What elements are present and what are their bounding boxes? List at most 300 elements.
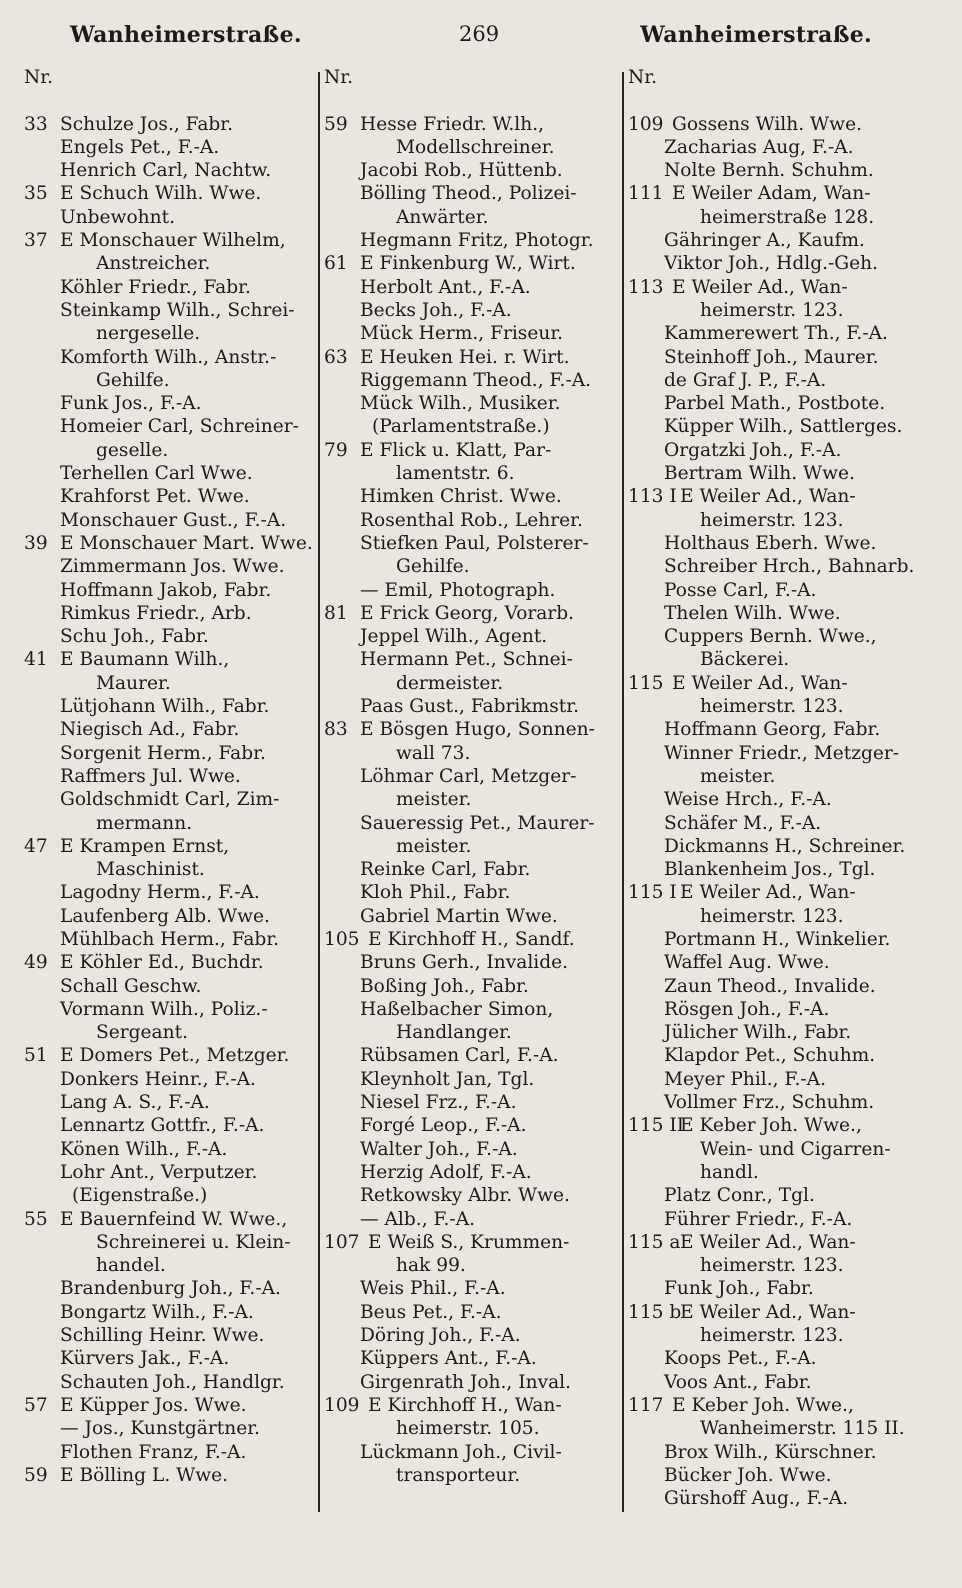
entry-text: Monschauer Gust., F.-A. (60, 509, 287, 531)
directory-line (628, 579, 928, 602)
directory-line (24, 322, 314, 345)
entry-text: Jülicher Wilh., Fabr. (664, 1022, 852, 1044)
directory-line (324, 276, 616, 299)
house-number: 63 (324, 346, 348, 368)
house-number: 47 (24, 835, 48, 857)
entry-text: transporteur. (396, 1464, 521, 1486)
directory-line (24, 182, 314, 205)
entry-text: Sorgenit Herm., Fabr. (60, 742, 266, 764)
entry-text: Winner Friedr., Metzger- (664, 742, 900, 764)
directory-line (628, 951, 928, 974)
directory-line (324, 1277, 616, 1300)
entry-text: Kleynholt Jan, Tgl. (360, 1068, 535, 1090)
entry-text: Donkers Heinr., F.-A. (60, 1068, 256, 1090)
entry-text: Bäckerei. (700, 649, 790, 671)
directory-line (24, 858, 314, 881)
directory-line (628, 1091, 928, 1114)
entry-text: E Krampen Ernst, (60, 835, 230, 857)
directory-line (24, 1138, 314, 1161)
directory-line (324, 113, 616, 136)
directory-line (628, 392, 928, 415)
house-number: 49 (24, 952, 48, 974)
directory-line (24, 1417, 314, 1440)
entry-text: nergeselle. (96, 323, 201, 345)
house-number: 51 (24, 1045, 48, 1067)
directory-line (24, 835, 314, 858)
directory-line (628, 765, 928, 788)
directory-line (324, 951, 616, 974)
entry-text: Girgenrath Joh., Inval. (360, 1371, 572, 1393)
entry-text: Schall Geschw. (60, 975, 202, 997)
directory-line (628, 905, 928, 928)
directory-line (24, 136, 314, 159)
entry-text: Flothen Franz, F.-A. (60, 1441, 247, 1463)
entry-text: Weise Hrch., F.-A. (664, 789, 832, 811)
entry-text: E Baumann Wilh., (60, 649, 230, 671)
directory-line (628, 1068, 928, 1091)
directory-line (628, 462, 928, 485)
directory-line (24, 229, 314, 252)
directory-line (24, 555, 314, 578)
directory-line (628, 695, 928, 718)
directory-line (324, 1184, 616, 1207)
entry-text: E Flick u. Klatt, Par- (360, 439, 552, 461)
column-rule-left (318, 72, 320, 1512)
directory-line (24, 1068, 314, 1091)
directory-line (324, 648, 616, 671)
house-number: 79 (324, 439, 348, 461)
entry-text: Niegisch Ad., Fabr. (60, 719, 240, 741)
directory-line (24, 718, 314, 741)
directory-line (24, 299, 314, 322)
house-number: 115 II (628, 1115, 685, 1137)
directory-line (628, 602, 928, 625)
column-1 (24, 66, 314, 1487)
directory-line (628, 1184, 928, 1207)
directory-line (324, 695, 616, 718)
entry-text: Blankenheim Jos., Tgl. (664, 859, 876, 881)
directory-line (324, 905, 616, 928)
directory-line (628, 113, 928, 136)
entry-text: Niesel Frz., F.-A. (360, 1092, 517, 1114)
directory-line (628, 1277, 928, 1300)
entry-text: Walter Joh., F.-A. (360, 1138, 518, 1160)
directory-line (24, 1347, 314, 1370)
directory-line (324, 998, 616, 1021)
directory-line (324, 579, 616, 602)
directory-line (324, 322, 616, 345)
column-2 (324, 66, 616, 1487)
entry-text: Hoffmann Jakob, Fabr. (60, 579, 272, 601)
directory-line (324, 788, 616, 811)
directory-line (24, 415, 314, 438)
directory-line (24, 742, 314, 765)
directory-line (24, 998, 314, 1021)
entry-text: E Kirchhoff H., Wan- (368, 1394, 562, 1416)
directory-line (24, 159, 314, 182)
directory-line (24, 1441, 314, 1464)
directory-line (324, 1371, 616, 1394)
directory-line (24, 1301, 314, 1324)
directory-line (324, 765, 616, 788)
directory-line (24, 113, 314, 136)
entry-text: Rimkus Friedr., Arb. (60, 602, 252, 624)
directory-line (24, 276, 314, 299)
street-section-heading (24, 1184, 314, 1207)
directory-line (24, 369, 314, 392)
entry-text: Gossens Wilh. Wwe. (672, 113, 862, 135)
entry-text: Portmann H., Winkelier. (664, 928, 891, 950)
entry-text: Voos Ant., Fabr. (664, 1371, 812, 1393)
directory-line (628, 229, 928, 252)
directory-line (24, 881, 314, 904)
entry-text: Funk Joh., Fabr. (664, 1278, 814, 1300)
entry-text: meister. (396, 789, 472, 811)
directory-line (24, 928, 314, 951)
entry-text: mermann. (96, 812, 193, 834)
entry-text: Stiefken Paul, Polsterer- (360, 532, 589, 554)
directory-line (24, 625, 314, 648)
directory-line (628, 369, 928, 392)
directory-line (628, 1324, 928, 1347)
entry-text: Gürshoff Aug., F.-A. (664, 1488, 849, 1510)
entry-text: Nr. (628, 67, 658, 88)
directory-line (24, 648, 314, 671)
entry-text: heimerstr. 123. (700, 1255, 844, 1277)
entry-text: Terhellen Carl Wwe. (60, 463, 253, 485)
entry-text: lamentstr. 6. (396, 463, 515, 485)
entry-text: Posse Carl, F.-A. (664, 579, 817, 601)
directory-line (324, 1324, 616, 1347)
entry-text: Schilling Heinr. Wwe. (60, 1325, 265, 1347)
entry-text: Brandenburg Joh., F.-A. (60, 1278, 281, 1300)
entry-text: Paas Gust., Fabrikmstr. (360, 696, 580, 718)
directory-line (324, 718, 616, 741)
entry-text: heimerstr. 123. (700, 1325, 844, 1347)
directory-line (324, 1231, 616, 1254)
directory-line (24, 392, 314, 415)
entry-text: Jacobi Rob., Hüttenb. (360, 160, 563, 182)
entry-text: E Bölling L. Wwe. (60, 1464, 229, 1486)
entry-text: Krahforst Pet. Wwe. (60, 486, 250, 508)
directory-line (24, 1231, 314, 1254)
entry-text: wall 73. (396, 742, 471, 764)
house-number: 35 (24, 183, 48, 205)
house-number: 33 (24, 113, 48, 135)
entry-text: Maurer. (96, 672, 171, 694)
entry-text: Raffmers Jul. Wwe. (60, 765, 241, 787)
running-head-left: Wanheimerstraße. (70, 22, 302, 48)
directory-line (324, 625, 616, 648)
directory-line (628, 1347, 928, 1370)
entry-text: E Keber Joh. Wwe., (672, 1394, 854, 1416)
entry-text: Cuppers Bernh. Wwe., (664, 626, 877, 648)
entry-text: Nr. (24, 67, 54, 88)
entry-text: Thelen Wilh. Wwe. (664, 602, 841, 624)
entry-text: Himken Christ. Wwe. (360, 486, 562, 508)
directory-line (628, 625, 928, 648)
directory-line (324, 1138, 616, 1161)
entry-text: Viktor Joh., Hdlg.-Geh. (664, 253, 879, 275)
entry-text: E Domers Pet., Metzger. (60, 1045, 290, 1067)
entry-text: Forgé Leop., F.-A. (360, 1115, 527, 1137)
directory-line (628, 1114, 928, 1137)
entry-text: Bücker Joh. Wwe. (664, 1464, 832, 1486)
house-number: 57 (24, 1394, 48, 1416)
directory-line (324, 1347, 616, 1370)
directory-line (324, 555, 616, 578)
directory-line (324, 439, 616, 462)
entry-text: heimerstr. 123. (700, 509, 844, 531)
entry-text: Schreinerei u. Klein- (96, 1231, 291, 1253)
entry-text: Lohr Ant., Verputzer. (60, 1161, 258, 1183)
house-number: 115 a (628, 1231, 681, 1253)
entry-text: Handlanger. (396, 1022, 512, 1044)
entry-text: Gähringer A., Kaufm. (664, 230, 865, 252)
directory-line (24, 532, 314, 555)
directory-line (324, 1021, 616, 1044)
directory-line (324, 392, 616, 415)
entry-text: hak 99. (396, 1255, 466, 1277)
entry-text: Mühlbach Herm., Fabr. (60, 928, 280, 950)
entry-text: Holthaus Eberh. Wwe. (664, 532, 877, 554)
entry-text: Hoffmann Georg, Fabr. (664, 719, 881, 741)
entry-text: Hegmann Fritz, Photogr. (360, 230, 594, 252)
directory-line (324, 229, 616, 252)
directory-line (628, 1161, 928, 1184)
page-header (0, 22, 962, 62)
directory-line (628, 1464, 928, 1487)
entry-text: Zacharias Aug, F.-A. (664, 136, 854, 158)
entry-text: E Weiler Adam, Wan- (672, 183, 871, 205)
entry-text: Lückmann Joh., Civil- (360, 1441, 562, 1463)
entry-text: E Weiler Ad., Wan- (672, 672, 848, 694)
entry-text: Retkowsky Albr. Wwe. (360, 1185, 570, 1207)
column-number-header (628, 66, 928, 89)
entry-text: E Weiler Ad., Wan- (680, 1231, 856, 1253)
directory-line (628, 1231, 928, 1254)
entry-text: E Weiß S., Krummen- (368, 1231, 570, 1253)
entry-text: Goldschmidt Carl, Zim- (60, 789, 280, 811)
directory-line (628, 555, 928, 578)
entry-text: E Monschauer Mart. Wwe. (60, 532, 313, 554)
entry-text: Kammerewert Th., F.-A. (664, 323, 888, 345)
directory-line (628, 881, 928, 904)
directory-line (628, 1417, 928, 1440)
entry-text: Könen Wilh., F.-A. (60, 1138, 228, 1160)
directory-line (628, 159, 928, 182)
directory-line (628, 182, 928, 205)
entry-text: Boßing Joh., Fabr. (360, 975, 529, 997)
house-number: 81 (324, 602, 348, 624)
directory-line (628, 509, 928, 532)
entry-text: E Bauernfeind W. Wwe., (60, 1208, 288, 1230)
directory-line (24, 509, 314, 532)
directory-line (628, 1394, 928, 1417)
directory-line (324, 1208, 616, 1231)
directory-line (628, 718, 928, 741)
entry-text: Bertram Wilh. Wwe. (664, 463, 855, 485)
house-number: 117 (628, 1394, 664, 1416)
entry-text: heimerstr. 123. (700, 299, 844, 321)
house-number: 59 (324, 113, 348, 135)
entry-text: Laufenberg Alb. Wwe. (60, 905, 270, 927)
house-number: 41 (24, 649, 48, 671)
directory-line (628, 858, 928, 881)
directory-line (24, 1371, 314, 1394)
directory-line (324, 159, 616, 182)
entry-text: Führer Friedr., F.-A. (664, 1208, 853, 1230)
directory-line (324, 1091, 616, 1114)
directory-line (324, 369, 616, 392)
directory-line (24, 1394, 314, 1417)
running-head-right: Wanheimerstraße. (640, 22, 872, 48)
entry-text: Rösgen Joh., F.-A. (664, 998, 830, 1020)
entry-text: Dickmanns H., Schreiner. (664, 835, 906, 857)
entry-text: Komforth Wilh., Anstr.- (60, 346, 277, 368)
entry-text: heimerstraße 128. (700, 206, 875, 228)
entry-text: heimerstr. 105. (396, 1418, 540, 1440)
directory-line (628, 346, 928, 369)
entry-text: Bongartz Wilh., F.-A. (60, 1301, 254, 1323)
directory-line (24, 788, 314, 811)
entry-text: Engels Pet., F.-A. (60, 136, 220, 158)
entry-text: Gehilfe. (396, 556, 470, 578)
entry-text: Bruns Gerh., Invalide. (360, 952, 569, 974)
entry-text: Koops Pet., F.-A. (664, 1348, 817, 1370)
directory-line (628, 928, 928, 951)
directory-line (24, 602, 314, 625)
entry-text: Schäfer M., F.-A. (664, 812, 822, 834)
entry-text: Steinhoff Joh., Maurer. (664, 346, 879, 368)
entry-text: Sergeant. (96, 1022, 188, 1044)
directory-line (628, 1301, 928, 1324)
column-number-header (324, 66, 616, 89)
directory-line (324, 1464, 616, 1487)
directory-line (24, 1324, 314, 1347)
directory-line (24, 252, 314, 275)
entry-text: Löhmar Carl, Metzger- (360, 765, 577, 787)
entry-text: Homeier Carl, Schreiner- (60, 416, 299, 438)
house-number: 107 (324, 1231, 360, 1253)
house-number: 83 (324, 719, 348, 741)
directory-line (24, 672, 314, 695)
directory-line (24, 905, 314, 928)
entry-text: Saueressig Pet., Maurer- (360, 812, 595, 834)
entry-text: Mück Herm., Friseur. (360, 323, 564, 345)
directory-line (628, 1487, 928, 1510)
entry-text: Weis Phil., F.-A. (360, 1278, 506, 1300)
entry-text: Vollmer Frz., Schuhm. (664, 1092, 875, 1114)
entry-text: Schu Joh., Fabr. (60, 626, 209, 648)
entry-text: meister. (396, 835, 472, 857)
directory-line (324, 182, 616, 205)
entry-text: Beus Pet., F.-A. (360, 1301, 502, 1323)
directory-line (628, 742, 928, 765)
entry-text: Mück Wilh., Musiker. (360, 393, 561, 415)
directory-line (24, 485, 314, 508)
entry-text: Anstreicher. (96, 253, 211, 275)
directory-line (24, 1208, 314, 1231)
directory-line (324, 881, 616, 904)
directory-line (628, 439, 928, 462)
entry-text: Bölling Theod., Polizei- (360, 183, 577, 205)
directory-line (24, 462, 314, 485)
entry-text: Schreiber Hrch., Bahnarb. (664, 556, 915, 578)
house-number: 111 (628, 183, 664, 205)
entry-text: Herzig Adolf, F.-A. (360, 1161, 532, 1183)
directory-line (24, 346, 314, 369)
directory-line (24, 1254, 314, 1277)
house-number: 37 (24, 230, 48, 252)
directory-line (324, 835, 616, 858)
directory-line (628, 532, 928, 555)
page-number: 269 (459, 22, 500, 46)
directory-line (628, 1021, 928, 1044)
entry-text: E Bösgen Hugo, Sonnen- (360, 719, 595, 741)
entry-text: (Eigenstraße.) (72, 1185, 208, 1207)
column-rule-right (622, 72, 624, 1512)
directory-line (24, 1464, 314, 1487)
entry-text: Henrich Carl, Nachtw. (60, 160, 272, 182)
entry-text: heimerstr. 123. (700, 905, 844, 927)
entry-text: Rübsamen Carl, F.-A. (360, 1045, 559, 1067)
entry-text: E Finkenburg W., Wirt. (360, 253, 576, 275)
directory-line (324, 1114, 616, 1137)
directory-line (24, 206, 314, 229)
entry-text: Reinke Carl, Fabr. (360, 859, 531, 881)
entry-text: Lagodny Herm., F.-A. (60, 882, 260, 904)
directory-line (324, 1417, 616, 1440)
directory-line (24, 975, 314, 998)
house-number: 113 (628, 276, 664, 298)
directory-line (324, 136, 616, 159)
directory-line (628, 485, 928, 508)
house-number: 115 b (628, 1301, 682, 1323)
entry-text: E Küpper Jos. Wwe. (60, 1394, 247, 1416)
entry-text: handl. (700, 1161, 759, 1183)
entry-text: Brox Wilh., Kürschner. (664, 1441, 877, 1463)
entry-text: Zaun Theod., Invalide. (664, 975, 876, 997)
directory-line (628, 812, 928, 835)
directory-line (628, 276, 928, 299)
entry-text: Parbel Math., Postbote. (664, 393, 886, 415)
directory-line (324, 252, 616, 275)
directory-line (628, 998, 928, 1021)
entry-text: Platz Conr., Tgl. (664, 1185, 815, 1207)
entry-text: Vormann Wilh., Poliz.- (60, 998, 268, 1020)
directory-line (24, 439, 314, 462)
directory-line (324, 89, 616, 112)
entry-text: Gehilfe. (96, 369, 170, 391)
entry-text: Waffel Aug. Wwe. (664, 952, 830, 974)
entry-text: Wanheimerstr. 115 II. (700, 1418, 905, 1440)
entry-text: Wein- und Cigarren- (700, 1138, 891, 1160)
directory-line (628, 672, 928, 695)
directory-line (24, 89, 314, 112)
directory-line (628, 206, 928, 229)
directory-line (324, 509, 616, 532)
directory-line (628, 1254, 928, 1277)
directory-line (24, 765, 314, 788)
directory-line (628, 322, 928, 345)
house-number: 109 (628, 113, 664, 135)
entry-text: Lennartz Gottfr., F.-A. (60, 1115, 265, 1137)
directory-line (24, 1021, 314, 1044)
entry-text: Lütjohann Wilh., Fabr. (60, 696, 270, 718)
directory-line (24, 695, 314, 718)
directory-line (324, 485, 616, 508)
